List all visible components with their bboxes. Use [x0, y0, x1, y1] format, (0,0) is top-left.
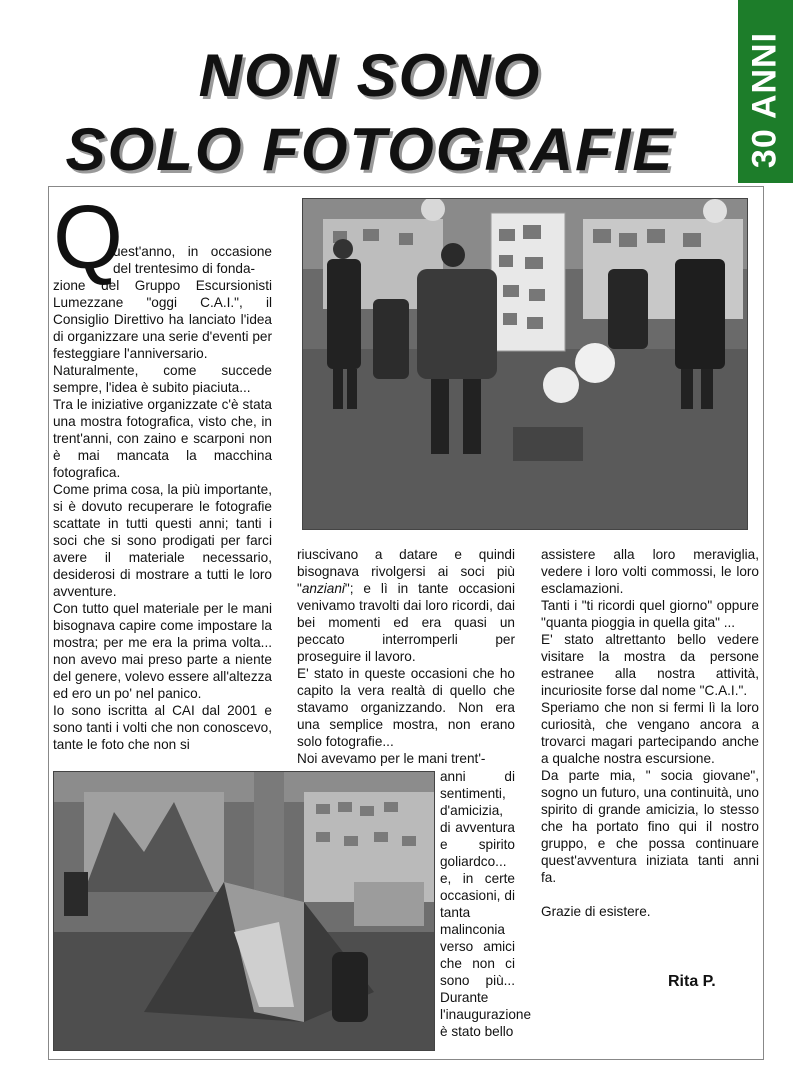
col1-paragraph-4: Come prima cosa, la più importante, si è dovuto recuperare le fotografie scattate in tutti questi anni; tanti i soci che si sono prodigati per farci avere il materiale necessario, desiderosi di mostrare a tutti le loro avventure. [53, 482, 272, 599]
column-2-narrow: anni di sentimenti, d'amicizia, di avventura e spirito goliardco... e, in certe occasioni, di tanta malinconia verso amici che non ci sono più... Durante l'inaugurazione è stato bello [440, 769, 532, 1039]
drop-cap: Q [53, 188, 124, 288]
col3-spacer [541, 886, 759, 903]
col2-paragraph-1 [297, 546, 515, 665]
col2-p1-end: "; e lì in tante occasioni venivamo travolti dai loro ricordi, dai bei momenti ed era quasi un peccato interromperli per proseguire il lavoro. [297, 581, 515, 664]
title-line-1: NON SONO [198, 42, 542, 109]
col3-paragraph-5: Da parte mia, " socia giovane", sogno un futuro, una continuità, uno spirito di grande amicizia, lo stesso che ha portato fino qui il nostro gruppo, e che possa continuare quest'avventura iniziata tanti anni fa. [541, 768, 759, 885]
col3-paragraph-6: Grazie di esistere. [541, 904, 651, 919]
col2-paragraph-2: E' stato in queste occasioni che ho capito la vera realtà di quello che stavamo organizzando. Non era una semplice mostra, non erano solo fotografie... [297, 666, 515, 749]
exhibition-photo [302, 198, 748, 530]
col3-paragraph-2: Tanti i "ti ricordi quel giorno" oppure "quanta pioggia in quella gita" ... [541, 598, 759, 630]
col1-paragraph-2: Naturalmente, come succede sempre, l'idea è subito piaciuta... [53, 363, 272, 395]
tent-photo [53, 771, 435, 1051]
col1-paragraph-6: Io sono iscritta al CAI dal 2001 e sono tanti i volti che non conoscevo, tante le foto che non si [53, 703, 272, 752]
anniversary-badge [738, 0, 793, 183]
col1-paragraph-1: zione del Gruppo Escursionisti Lumezzane "oggi C.A.I.", il Consiglio Direttivo ha lanciato l'idea di organizzare una serie d'eventi per festeggiare l'anniversario. [53, 278, 272, 361]
col1-opening: uest'anno, in occasione del trentesimo di fonda- [113, 244, 272, 276]
col2-p1-start: riuscivano a datare e quindi bisognava rivolgersi ai soci più " [297, 547, 515, 596]
tent-photo-image [54, 772, 434, 1050]
author-signature: Rita P. [668, 973, 716, 990]
col3-paragraph-1: assistere alla loro meraviglia, vedere i loro volti commossi, le loro esclamazioni. [541, 547, 759, 596]
column-2 [297, 546, 515, 767]
col3-paragraph-3: E' stato altrettanto bello vedere visitare la mostra da persone estranee alla nostra attività, incuriosite forse dal nome "C.A.I.". [541, 632, 759, 698]
column-3 [541, 546, 759, 920]
column-1 [53, 277, 272, 753]
exhibition-photo-image [303, 199, 747, 529]
col2-emphasis: anziani [301, 581, 345, 596]
col1-paragraph-3: Tra le iniziative organizzate c'è stata una mostra fotografica, visto che, in trent'anni, con zaino e scarponi non è mai mancata la macchina fotografica. [53, 397, 272, 480]
col1-paragraph-5: Con tutto quel materiale per le mani bisognava capire come impostare la mostra; per me era la prima volta... non avevo mai preso parte a niente del genere, volevo essere all'altezza ed ero un po' nel panico. [53, 601, 272, 701]
title-line-2: SOLO FOTOGRAFIE [65, 116, 675, 183]
badge-text: 30 ANNI [745, 31, 784, 169]
col2-paragraph-3: Noi avevamo per le mani trent'- [297, 751, 486, 766]
col3-paragraph-4: Speriamo che non si fermi lì la loro curiosità, che vengano ancora a trovarci magari partecipando anche a qualche nostra escursione. [541, 700, 759, 766]
